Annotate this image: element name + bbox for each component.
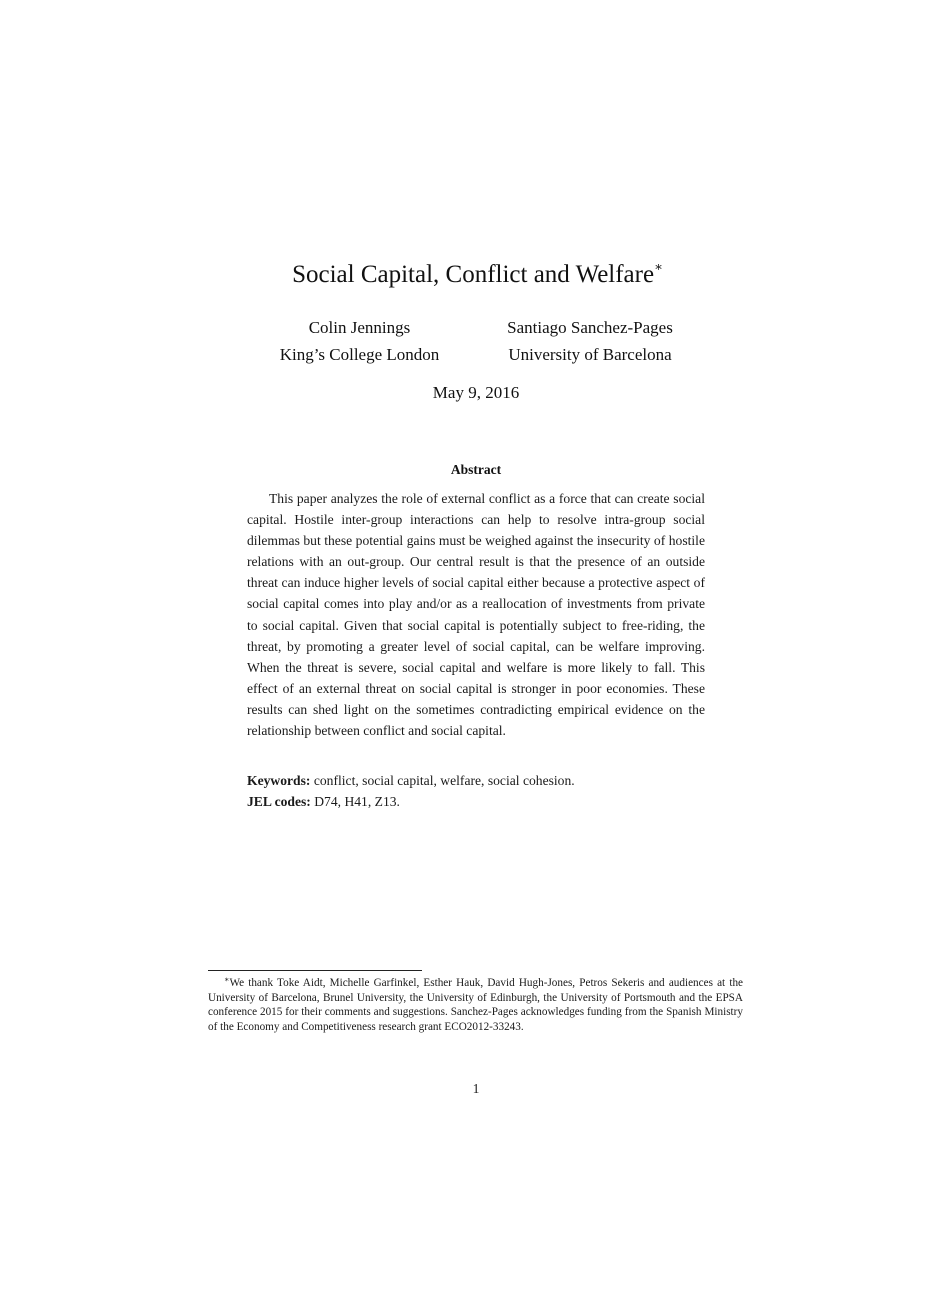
author-block-1 bbox=[262, 314, 457, 368]
jel-codes-label: JEL codes: bbox=[247, 794, 311, 809]
author-affiliation: King’s College London bbox=[279, 345, 440, 364]
abstract-body: This paper analyzes the role of external conflict as a force that can create social capital. Hostile inter-group interactions can help to resolve intra-group social dilemmas but these potential gains must be weighed against the insecurity of hostile relations with an out-group. Our central result is that the presence of an outside threat can induce higher levels of social capital either because a protective aspect of social capital comes into play and/or as a reallocation of investments from private to social capital. Given that social capital is potentially subject to free-riding, the threat, by promoting a greater level of social capital, can be welfare improving. When the threat is severe, social capital and welfare is more likely to fall. This effect of an external threat on social capital is stronger in poor economies. These results can shed light on the sometimes contradicting empirical evidence on the relationship between conflict and social capital. bbox=[247, 491, 705, 739]
author-name: Santiago Sanchez-Pages bbox=[507, 318, 673, 337]
footnote-mark: ∗ bbox=[224, 975, 230, 984]
jel-codes-line bbox=[247, 791, 717, 812]
paper-date: May 9, 2016 bbox=[432, 383, 520, 402]
abstract-heading: Abstract bbox=[450, 462, 502, 477]
author-affiliation: University of Barcelona bbox=[508, 345, 672, 364]
footnote-rule bbox=[208, 970, 422, 971]
author-block-2 bbox=[488, 314, 692, 368]
title-footnote-mark: ∗ bbox=[654, 259, 663, 274]
paper-title-text: Social Capital, Conflict and Welfare bbox=[292, 261, 655, 288]
paper-title bbox=[0, 258, 925, 292]
author-name: Colin Jennings bbox=[308, 318, 411, 337]
keywords-line bbox=[247, 770, 717, 791]
jel-codes-value: D74, H41, Z13. bbox=[314, 794, 400, 809]
keywords-value: conflict, social capital, welfare, social cohesion. bbox=[313, 773, 575, 788]
footnote-text: We thank Toke Aidt, Michelle Garfinkel, Esther Hauk, David Hugh-Jones, Petros Sekeris and audiences at the University of Barcelona, Brunel University, the University of Edinburgh, the University of Portsmouth and the EPSA conference 2015 for their comments and suggestions. Sanchez-Pages acknowledges funding from the Spanish Ministry of the Economy and Competitiveness research grant ECO2012-33243. bbox=[208, 977, 743, 1033]
keywords-label: Keywords: bbox=[247, 773, 311, 788]
footnote bbox=[208, 976, 743, 1034]
page-number: 1 bbox=[472, 1081, 480, 1096]
